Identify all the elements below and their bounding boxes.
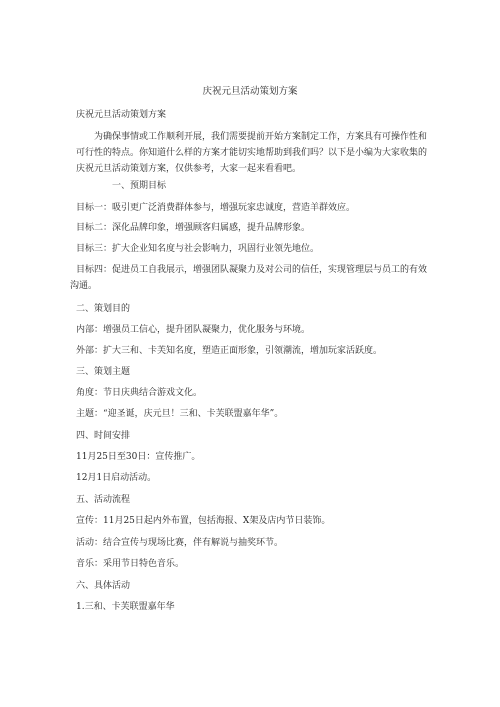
section3-heading: 三、策划主题	[76, 367, 131, 377]
section1-heading: 一、预期目标	[112, 181, 167, 191]
section6-heading: 六、具体活动	[76, 581, 131, 591]
flow-item-1: 宣传：11月25日起内外布置，包括海报、X架及店内节日装饰。	[76, 516, 331, 526]
section4-heading: 四、时间安排	[76, 431, 131, 441]
activity-item-1: 1.三和、卡芙联盟嘉年华	[76, 602, 175, 612]
flow-item-2: 活动：结合宣传与现场比赛，伴有解说与抽奖环节。	[76, 538, 284, 548]
goal-4: 目标四：促进员工自我展示，增强团队凝聚力及对公司的信任，实现管理层与员工的有效沟通。	[70, 265, 428, 291]
section5-heading: 五、活动流程	[76, 495, 131, 505]
external-purpose: 外部：扩大三和、卡芙知名度，塑造正面形象，引领潮流，增加玩家活跃度。	[76, 346, 383, 356]
flow-item-3: 音乐：采用节日特色音乐。	[76, 559, 185, 569]
section2-heading: 二、策划目的	[76, 304, 131, 314]
goal-3: 目标三：扩大企业知名度与社会影响力，巩固行业领先地位。	[76, 244, 320, 254]
document-title: 庆祝元旦活动策划方案	[202, 86, 298, 97]
internal-purpose: 内部：增强员工信心，提升团队凝聚力，优化服务与环境。	[76, 325, 311, 335]
intro-paragraph: 为确保事情或工作顺利开展，我们需要提前开始方案制定工作，方案具有可操作性和可行性的特点。你知道什么样的方案才能切实地帮助到我们吗？以下是小编为大家收集的庆祝元旦活动策划方案，仅供参考，大家一起来看看吧。	[76, 132, 428, 174]
time-item-2: 12月1日启动活动。	[76, 473, 157, 483]
theme-title: 主题：“迎圣诞，庆元旦！三和、卡芙联盟嘉年华”。	[76, 409, 284, 419]
goal-2: 目标二：深化品牌印象，增强顾客归属感，提升品牌形象。	[76, 223, 311, 233]
theme-angle: 角度：节日庆典结合游戏文化。	[76, 388, 203, 398]
document-subtitle: 庆祝元旦活动策划方案	[76, 110, 167, 120]
time-item-1: 11月25日至30日：宣传推广。	[76, 452, 201, 462]
goal-1: 目标一：吸引更广泛消费群体参与，增强玩家忠诚度，营造羊群效应。	[76, 203, 356, 213]
